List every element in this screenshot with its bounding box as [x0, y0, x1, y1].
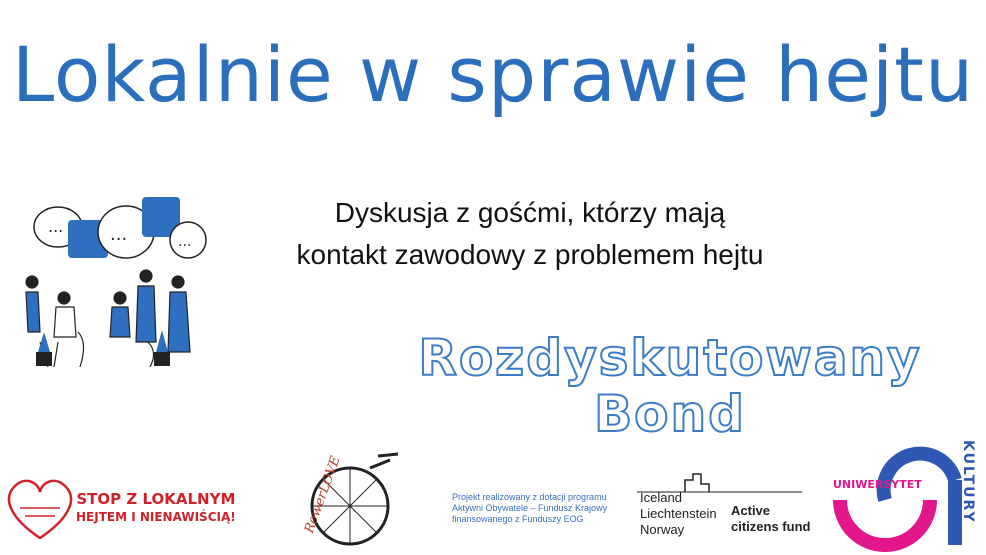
bike-logo-label: RowerLOVE [302, 454, 344, 536]
event-name [400, 330, 940, 442]
active-citizens-line-1: Active [731, 503, 771, 518]
country-liechtenstein: Liechtenstein [640, 506, 717, 521]
stop-line-2: HEJTEM I NIENAWIŚCIĄ! [76, 510, 236, 524]
event-name-line-2: Bond [594, 385, 746, 443]
country-iceland: Iceland [640, 490, 682, 505]
event-name-line-1: Rozdyskutowany [418, 329, 922, 387]
heart-icon [9, 481, 71, 538]
description-line-2: kontakt zawodowy z problemem hejtu [296, 239, 764, 270]
stop-line-1: STOP Z LOKALNYM [76, 490, 236, 508]
kultury-label: KULTURY [960, 440, 976, 524]
description-line-1: Dyskusja z gośćmi, którzy mają [334, 197, 726, 228]
svg-text:...: ... [48, 217, 64, 236]
svg-text:...: ... [178, 234, 192, 250]
active-citizens-fund [731, 503, 810, 535]
stop-hate-text [76, 490, 236, 526]
eea-countries [640, 490, 717, 538]
discussion-description [250, 192, 810, 276]
country-norway: Norway [640, 522, 685, 537]
uniwersytet-label: UNIWERSYTET [833, 478, 922, 491]
active-citizens-line-2: citizens fund [731, 519, 811, 534]
page-title: Lokalnie w sprawie hejtu [11, 30, 975, 119]
project-funding-note: Projekt realizowany z dotacji programu Aktywni Obywatele – Fundusz Krajowy finansowanego z Funduszy EOG [452, 492, 608, 524]
svg-text:...: ... [110, 224, 128, 245]
speech-bubbles [34, 197, 206, 258]
discussion-illustration [18, 192, 213, 372]
